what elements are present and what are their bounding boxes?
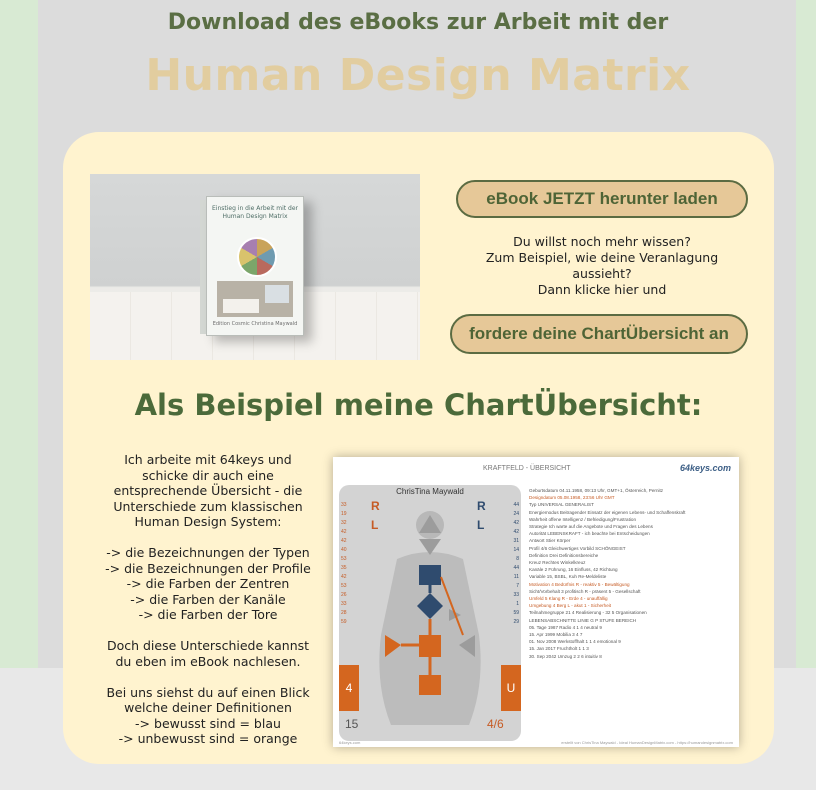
- root-center: [419, 675, 441, 695]
- detail-row: Designdatum 05.08.1958, 23:56 Uhr GMT: [529, 495, 615, 501]
- gate-number: 32: [341, 520, 347, 526]
- book-cover-author: Edition Cosmic Christina Maywald: [212, 321, 298, 327]
- text-line: -> die Farben der Zentren: [126, 576, 290, 591]
- detail-row: Teilnahmegruppe 21 4 Realisierung - 32 5 Organisationen: [529, 610, 647, 616]
- gate-number: 35: [341, 565, 347, 571]
- gate-number: 7: [516, 583, 519, 589]
- text-line: -> die Bezeichnungen der Profile: [105, 560, 311, 576]
- sofa-shape: [223, 299, 259, 313]
- detail-row: LEBENSABSCHNITTE LINIE G P STUFE BEREICH: [529, 617, 637, 623]
- gate-number: 53: [341, 583, 347, 589]
- gate-number: 42: [341, 538, 347, 544]
- paragraph: [92, 638, 324, 669]
- header-subtitle: Download des eBooks zur Arbeit mit der: [167, 10, 669, 35]
- example-description: [92, 452, 324, 762]
- text-line: entsprechende Übersicht - die: [113, 483, 303, 498]
- paragraph: [92, 452, 324, 530]
- detail-row: Energiemodus Beitragender Einsatz der eigenen Lebens- und Schaffenskraft: [529, 509, 686, 515]
- chart-detail-table: [529, 487, 735, 660]
- text-line: du eben im eBook nachlesen.: [115, 653, 301, 669]
- gate-number: 33: [341, 601, 347, 607]
- download-ebook-button[interactable]: eBook JETZT herunter laden: [456, 180, 748, 218]
- detail-row: 15. Jan 2017 Fruchtholt 1 1 3: [529, 646, 589, 652]
- gate-number: 44: [513, 565, 519, 571]
- gate-number: 44: [513, 502, 519, 508]
- detail-row: Profil 4/6 Gleichwertiges Vorbild SCHÖNGEIST: [529, 545, 626, 551]
- text-line: -> die Bezeichnungen der Typen: [106, 545, 310, 560]
- bottom-left-number: 15: [345, 717, 359, 731]
- request-chart-button[interactable]: fordere deine ChartÜbersicht an: [450, 314, 748, 354]
- text-line: schicke dir auch eine: [142, 467, 274, 483]
- text-line: Human Design System:: [134, 514, 282, 529]
- detail-row: Definition Drei Definitionsbereiche: [529, 552, 599, 558]
- text-line: Bei uns siehst du auf einen Blick: [106, 684, 310, 700]
- text-line: Ich arbeite mit 64keys und: [124, 452, 292, 467]
- gate-number: 14: [513, 547, 519, 553]
- book-room-photo: [217, 281, 293, 317]
- chart-header: KRAFTFELD - ÜBERSICHT: [483, 465, 571, 472]
- gate-number: 42: [341, 574, 347, 580]
- gate-number: 42: [513, 529, 519, 535]
- gate-number: 26: [341, 592, 347, 598]
- text-line: -> bewusst sind = blau: [135, 715, 281, 731]
- detail-row: 01. Nov 2008 Werkstoffhalt 1 1 4 emotional 9: [529, 639, 621, 645]
- text-line: welche deiner Definitionen: [124, 700, 292, 715]
- keys-logo: 64keys.com: [679, 463, 731, 473]
- gate-number: 42: [513, 520, 519, 526]
- footer-right: erstellt von ChrisTina Maywald - Ideal HumanDesignMatrix.com - https://humandesignmatrix.com: [561, 740, 733, 745]
- footer-left: 64keys.com: [339, 740, 361, 745]
- info-line: Dann klicke hier und: [537, 282, 667, 297]
- gate-number: 24: [513, 511, 519, 517]
- gate-number: 59: [513, 610, 519, 616]
- bodygraph: [339, 485, 521, 741]
- info-text: [462, 234, 742, 298]
- gate-number: 29: [513, 619, 519, 625]
- personality-gates-column: [491, 501, 519, 627]
- gate-number: 31: [513, 538, 519, 544]
- text-line: Unterschiede zum klassischen: [113, 498, 303, 514]
- mandala-icon: [237, 237, 277, 277]
- gate-number: 33: [513, 592, 519, 598]
- paragraph: [92, 545, 324, 623]
- ebook-mockup: [206, 196, 304, 336]
- gate-number: 42: [341, 529, 347, 535]
- example-heading: Als Beispiel meine ChartÜbersicht:: [134, 388, 703, 422]
- detail-row: Typ UNIVERSAL GENERALIST: [529, 502, 594, 508]
- info-line: Zum Beispiel, wie deine Veranlagung aussieht?: [485, 250, 719, 281]
- gate-number: 8: [516, 556, 519, 562]
- info-line: Du willst noch mehr wissen?: [513, 234, 691, 249]
- right-badge: U: [501, 665, 521, 711]
- detail-row: Wahrheit offene Intelligenz / Befriedigung/Frustration: [529, 516, 636, 522]
- text-line: -> die Farben der Kanäle: [130, 591, 286, 607]
- detail-row: 15. Apr 1999 Mobilia 3 4 7: [529, 632, 583, 638]
- gate-number: 19: [341, 511, 347, 517]
- gate-number: 11: [513, 574, 519, 580]
- detail-row: 30. Sep 2042 Umzug 2 2 6 intuitiv 8: [529, 653, 602, 659]
- detail-row: Variable 15, BSBL, Kuh Re-Meldeliste: [529, 574, 607, 580]
- paragraph: [92, 685, 324, 747]
- design-gates-column: [341, 501, 369, 627]
- left-letter-r: R: [371, 499, 380, 513]
- book-cover-title: Einstieg in die Arbeit mit der Human Design Matrix: [211, 205, 298, 220]
- text-line: -> unbewusst sind = orange: [118, 731, 298, 746]
- chart-footer: [339, 740, 733, 745]
- detail-row: Geburtsdatum 04.11.1958, 09:13 Uhr, GMT+1, Österreich, Pernitz: [529, 488, 664, 493]
- detail-row: Antwort Stier Körper: [529, 538, 571, 544]
- gate-number: 59: [341, 619, 347, 625]
- detail-row: Sicht/Vorbehalt 3 profitisch R - präsent 5 - Gesellschaft: [529, 588, 641, 594]
- detail-row: Autorität LEBENSKRAFT - ich beachte bei Entscheidungen: [529, 531, 650, 537]
- sacral-center: [419, 635, 441, 657]
- text-line: -> die Farben der Tore: [138, 607, 278, 622]
- detail-row: Kreuz Rechtes Winkelkreuz: [529, 560, 586, 566]
- gate-number: 1: [516, 601, 519, 607]
- detail-row: Umfeld 5 Klang R - Erde 4 - unauffällig: [529, 596, 608, 602]
- window-shape: [265, 285, 289, 303]
- gate-number: 53: [341, 556, 347, 562]
- detail-row: Strategie Ich warte auf die Angebote und Fragen des Lebens: [529, 524, 653, 530]
- profile-number: 4/6: [487, 717, 504, 731]
- text-line: Doch diese Unterschiede kannst: [106, 638, 310, 653]
- gate-number: 40: [341, 547, 347, 553]
- chart-overview-image: [333, 457, 739, 747]
- detail-row: Kanäle 2 Führung, 16 Einfluss, 42 Richtung: [529, 567, 618, 573]
- chart-person-name: ChrisTina Maywald: [396, 487, 464, 496]
- detail-row: Motivation 4 Bedürfnis R - reaktiv 5 - Bewältigung: [529, 581, 630, 587]
- detail-row: 05. Tage 1987 Radio 4 1 4 neutral 9: [529, 624, 602, 630]
- left-badge: 4: [339, 665, 359, 711]
- right-letter-r: R: [477, 499, 486, 513]
- header-title: Human Design Matrix: [145, 50, 691, 101]
- left-letter-l: L: [371, 518, 379, 532]
- gate-number: 28: [341, 610, 347, 616]
- right-letter-l: L: [477, 518, 485, 532]
- detail-row: Umgebung 4 Berg L - akut 1 - Sicherheit: [529, 603, 612, 609]
- gate-number: 33: [341, 502, 347, 508]
- ebook-cover-image: [90, 174, 420, 360]
- throat-center: [419, 565, 441, 585]
